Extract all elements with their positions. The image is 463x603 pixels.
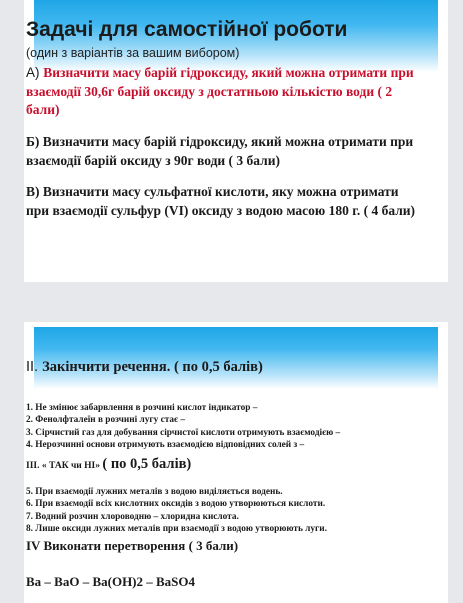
section-2-heading <box>26 359 263 376</box>
section-4-heading: IV Виконати перетворення ( 3 бали) <box>26 538 239 553</box>
section-3-points: ( по 0,5 балів) <box>102 456 192 472</box>
transformation-chain: Ba – BaO – Ba(OH)2 – BaSO4 <box>26 574 196 589</box>
list-item: 3. Сірчистий газ для добування сірчистої кислоти отримують взаємодією – <box>26 427 341 438</box>
sentence-list <box>26 402 426 452</box>
task-a-letter: А) <box>26 65 44 80</box>
list-item: 4. Нерозчинні основи отримують взаємодією відповідних солей з – <box>26 440 305 451</box>
list-item: 7. Водний розчин хлороводню – хлоридна кислота. <box>26 511 239 522</box>
section-2-number: II. <box>26 359 43 375</box>
task-b: Б) Визначити масу барій гідроксиду, який можна отримати при взаємодії барій оксиду з 90г води ( 3 бали) <box>26 134 414 168</box>
section-2-title: Закінчити речення. ( по 0,5 балів) <box>42 359 263 375</box>
slide-1-title: Задачі для самостійної роботи <box>26 18 348 41</box>
list-item: 5. При взаємодії лужних металів з водою виділяється водень. <box>26 487 283 497</box>
list-item: 2. Фенолфталеїн в розчині лугу стає – <box>26 415 186 426</box>
section-3-heading <box>26 455 191 473</box>
slide-1-subtitle: (один з варіантів за вашим вибором) <box>26 46 240 60</box>
list-item: 6. При взаємодії всіх кислотних оксидів з водою утворюються кислоти. <box>26 499 326 510</box>
list-item: 8. Лише оксиди лужних металів при взаємодії з водою утворюють луги. <box>26 524 327 535</box>
list-item: 1. Не змінює забарвлення в розчині кислот індикатор – <box>26 403 258 413</box>
task-a-text: Визначити масу барій гідроксиду, який можна отримати при взаємодії 30,6г барій оксиду з достатньою кількістю води ( 2 бали) <box>26 65 414 117</box>
section-3-title: ІІІ. « ТАК чи НІ» <box>26 461 103 471</box>
task-a <box>26 64 416 120</box>
task-c: В) Визначити масу сульфатної кислоти, яку можна отримати при взаємодії сульфур (VI) оксиду з водою масою 180 г. ( 4 бали) <box>26 184 416 218</box>
true-false-list <box>26 486 426 536</box>
slide-2-banner <box>34 327 438 389</box>
